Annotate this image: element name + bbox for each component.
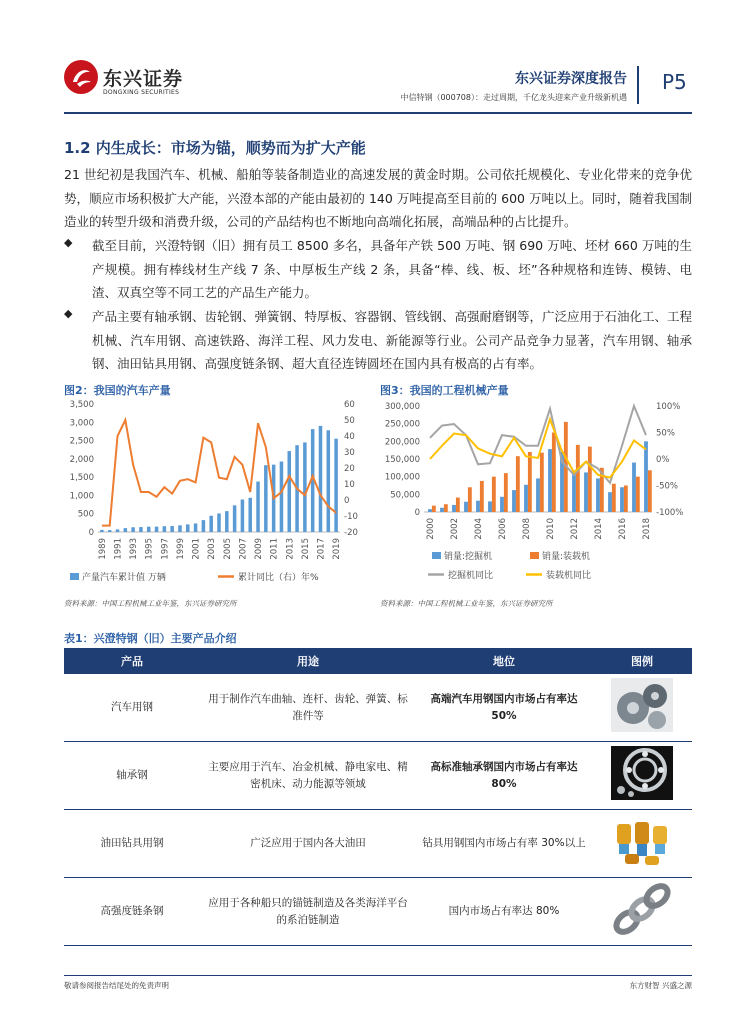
x-tick-label: 1991 bbox=[113, 538, 124, 560]
x-tick-label: 2015 bbox=[300, 538, 311, 560]
bar bbox=[303, 442, 307, 532]
bar bbox=[428, 509, 432, 512]
bullet-paragraph-1: 截至目前，兴澄特钢（旧）拥有员工 8500 多名，具备年产铁 500 万吨、钢 690 万吨、坯材 660 万吨的生产规模。拥有棒线材生产线 7 条、中厚板生产线 2 条，具备“棒、线、板、坯”各种规格和连铸、模铸、电渣、双真空等不同工艺的产品生产能力。 bbox=[92, 238, 692, 300]
bullet-mark: ◆ bbox=[64, 307, 73, 320]
right-tick-label: 0 bbox=[344, 496, 350, 506]
bar bbox=[444, 504, 448, 512]
bar bbox=[241, 500, 245, 532]
x-tick-label: 1989 bbox=[97, 538, 108, 560]
image-cell bbox=[592, 878, 692, 946]
left-tick-label: 250,000 bbox=[384, 419, 420, 430]
bar bbox=[504, 473, 508, 512]
right-tick-label: 60 bbox=[344, 400, 355, 410]
legend-swatch bbox=[70, 573, 79, 580]
right-tick-label: 30 bbox=[344, 448, 355, 458]
product-cell: 轴承钢 bbox=[64, 742, 200, 810]
figure-3-title: 图3：我国的工程机械产量 bbox=[380, 384, 509, 397]
right-tick-label: 10 bbox=[344, 480, 355, 490]
bar bbox=[516, 456, 520, 512]
bar bbox=[468, 487, 472, 512]
bar bbox=[108, 530, 112, 532]
bar bbox=[456, 498, 460, 512]
drill-bits-icon bbox=[611, 814, 673, 868]
x-tick-label: 2001 bbox=[191, 538, 202, 560]
bar bbox=[194, 523, 198, 532]
x-tick-label: 2008 bbox=[522, 518, 532, 540]
bar bbox=[178, 525, 182, 532]
bar bbox=[492, 477, 496, 512]
usage-cell: 应用于各种船只的锚链制造及各类海洋平台的系泊链制造 bbox=[200, 878, 416, 946]
status-cell: 国内市场占有率达 80% bbox=[416, 878, 592, 946]
bar bbox=[170, 526, 174, 532]
image-cell bbox=[592, 810, 692, 878]
report-subtitle: 中信特钢（000708）：走过周期，千亿龙头迎来产业升级新机遇 bbox=[400, 93, 627, 102]
left-tick-label: 1,500 bbox=[69, 473, 94, 484]
x-tick-label: 2006 bbox=[498, 518, 508, 540]
x-tick-label: 2014 bbox=[594, 518, 604, 540]
bar bbox=[596, 478, 600, 512]
status-cell: 高标准轴承钢国内市场占有率达 80% bbox=[416, 742, 592, 810]
section-title: 1.2 内生成长：市场为锚，顺势而为扩大产能 bbox=[64, 139, 366, 157]
bullet-mark: ◆ bbox=[64, 236, 73, 249]
bar bbox=[225, 511, 229, 532]
right-tick-label: 20 bbox=[344, 464, 355, 474]
bar bbox=[548, 449, 552, 512]
bar bbox=[319, 426, 323, 532]
legend-label: 产量汽车累计值 万辆 bbox=[82, 573, 166, 583]
right-tick-label: 50 bbox=[344, 416, 355, 426]
figure-3-source: 资料来源：中国工程机械工业年鉴，东兴证券研究所 bbox=[380, 599, 553, 608]
left-tick-label: 2,000 bbox=[69, 454, 94, 465]
figure-2-title: 图2：我国的汽车产量 bbox=[64, 384, 171, 397]
bar bbox=[334, 439, 338, 532]
usage-cell: 用于制作汽车曲轴、连杆、齿轮、弹簧、标准件等 bbox=[200, 674, 416, 742]
legend-label: 销量:装载机 bbox=[542, 552, 591, 562]
chain-icon bbox=[611, 882, 673, 936]
bar bbox=[528, 452, 532, 512]
footer-disclaimer: 敬请参阅报告结尾处的免责声明 bbox=[64, 981, 169, 990]
bar bbox=[248, 498, 252, 532]
bar bbox=[584, 472, 588, 512]
legend-swatch bbox=[530, 552, 539, 559]
bearing-icon bbox=[611, 746, 673, 800]
bar bbox=[512, 490, 516, 512]
bar bbox=[186, 524, 190, 532]
right-tick-label: -100% bbox=[656, 508, 684, 518]
left-tick-label: 500 bbox=[77, 509, 94, 520]
x-tick-label: 2000 bbox=[426, 518, 436, 540]
right-tick-label: -20 bbox=[344, 528, 358, 538]
intro-paragraph: 21 世纪初是我国汽车、机械、船舶等装备制造业的高速发展的黄金时期。公司依托规模化、专业化带来的竞争优势，顺应市场积极扩大产能，兴澄本部的产能由最初的 140 万吨提高至目前的 600 万吨以上。同时，随着我国制造业的转型升级和消费升级，公司的产品结构也不断地向高端化拓展，高端品种的占比提升。 bbox=[64, 167, 692, 229]
status-cell: 钻具用钢国内市场占有率 30%以上 bbox=[416, 810, 592, 878]
bar bbox=[124, 528, 128, 532]
status-cell: 高端汽车用钢国内市场占有率达 50% bbox=[416, 674, 592, 742]
right-tick-label: 50% bbox=[656, 428, 675, 439]
x-tick-label: 2010 bbox=[546, 518, 556, 540]
x-tick-label: 2002 bbox=[450, 518, 460, 540]
x-tick-label: 2011 bbox=[269, 538, 280, 560]
bar bbox=[632, 463, 636, 512]
left-tick-label: 300,000 bbox=[384, 402, 420, 412]
legend-label: 累计同比（右）年% bbox=[238, 573, 319, 583]
bar bbox=[524, 485, 528, 512]
right-tick-label: -50% bbox=[656, 481, 678, 492]
header-usage: 用途 bbox=[200, 648, 416, 674]
table-row bbox=[64, 742, 692, 810]
bar bbox=[264, 465, 268, 532]
legend-label: 销量:挖掘机 bbox=[444, 552, 493, 562]
image-cell bbox=[592, 742, 692, 810]
bar bbox=[163, 526, 167, 532]
bar bbox=[624, 486, 628, 513]
left-tick-label: 50,000 bbox=[390, 490, 420, 501]
usage-cell: 主要应用于汽车、冶金机械、静电家电、精密机床、动力能源等领域 bbox=[200, 742, 416, 810]
left-tick-label: 150,000 bbox=[384, 455, 420, 465]
bar bbox=[100, 530, 104, 532]
bar bbox=[209, 516, 213, 532]
bar bbox=[540, 453, 544, 512]
left-tick-label: 3,500 bbox=[69, 400, 94, 410]
bar bbox=[612, 484, 616, 512]
bar bbox=[488, 501, 492, 512]
x-tick-label: 2009 bbox=[254, 538, 265, 560]
x-tick-label: 2016 bbox=[618, 518, 628, 540]
product-cell: 油田钻具用钢 bbox=[64, 810, 200, 878]
right-tick-label: 0% bbox=[656, 455, 670, 465]
logo-text-en: DONGXING SECURITIES bbox=[103, 89, 180, 96]
header-divider bbox=[637, 66, 639, 104]
bar bbox=[648, 470, 652, 512]
left-tick-label: 1,000 bbox=[69, 491, 94, 502]
bullet-paragraph-2: 产品主要有轴承钢、齿轮钢、弹簧钢、特厚板、容器钢、管线钢、高强耐磨钢等，广泛应用于石油化工、工程机械、汽车用钢、高速铁路、海洋工程、风力发电、新能源等行业。公司产品竞争力显著，汽车用钢、轴承钢、油田钻具用钢、高强度链条钢、超大直径连铸圆坯在国内具有极高的占有率。 bbox=[92, 309, 693, 371]
product-cell: 高强度链条钢 bbox=[64, 878, 200, 946]
bar bbox=[327, 430, 331, 532]
bar bbox=[256, 482, 260, 532]
left-tick-label: 0 bbox=[414, 508, 420, 518]
bar bbox=[440, 508, 444, 512]
page-number: P5 bbox=[662, 70, 687, 94]
bar bbox=[139, 527, 143, 532]
x-tick-label: 1997 bbox=[160, 538, 171, 560]
x-tick-label: 2007 bbox=[238, 538, 249, 560]
x-tick-label: 1993 bbox=[129, 538, 140, 560]
x-tick-label: 2019 bbox=[332, 538, 343, 560]
bar bbox=[576, 445, 580, 512]
bar bbox=[552, 433, 556, 513]
bar bbox=[432, 506, 436, 512]
legend-label: 装载机同比 bbox=[546, 571, 592, 581]
product-table bbox=[64, 648, 692, 946]
footer-slogan: 东方财智 兴盛之源 bbox=[629, 981, 692, 990]
header-image: 图例 bbox=[592, 648, 692, 674]
left-tick-label: 200,000 bbox=[384, 437, 420, 448]
image-cell bbox=[592, 674, 692, 742]
bar bbox=[608, 492, 612, 512]
right-tick-label: 100% bbox=[656, 402, 681, 412]
legend-swatch bbox=[432, 552, 441, 559]
legend-label: 挖掘机同比 bbox=[448, 571, 494, 581]
bar bbox=[280, 462, 284, 532]
x-tick-label: 2012 bbox=[570, 518, 580, 540]
bar bbox=[147, 527, 151, 532]
figure-2-source: 资料来源：中国工程机械工业年鉴，东兴证券研究所 bbox=[64, 599, 237, 608]
x-tick-label: 2013 bbox=[285, 538, 296, 560]
table-row bbox=[64, 674, 692, 742]
bar bbox=[476, 501, 480, 512]
bar bbox=[155, 527, 159, 532]
bar bbox=[116, 529, 120, 532]
bar bbox=[217, 513, 221, 532]
x-tick-label: 2018 bbox=[642, 518, 652, 540]
bar bbox=[572, 470, 576, 512]
footer-rule bbox=[64, 975, 692, 976]
bar bbox=[644, 441, 648, 512]
left-tick-label: 100,000 bbox=[384, 472, 420, 483]
x-tick-label: 2017 bbox=[316, 538, 327, 560]
bar bbox=[288, 451, 292, 532]
bar bbox=[202, 520, 206, 532]
report-title: 东兴证券深度报告 bbox=[515, 71, 627, 87]
bar bbox=[620, 487, 624, 512]
product-cell: 汽车用钢 bbox=[64, 674, 200, 742]
header-rule bbox=[64, 112, 692, 114]
x-tick-label: 2004 bbox=[474, 518, 484, 540]
bar bbox=[480, 481, 484, 512]
x-tick-label: 1995 bbox=[144, 538, 155, 560]
bar bbox=[452, 505, 456, 512]
table-title: 表1：兴澄特钢（旧）主要产品介绍 bbox=[64, 632, 237, 645]
right-tick-label: 40 bbox=[344, 432, 355, 442]
x-tick-label: 2005 bbox=[222, 538, 233, 560]
left-tick-label: 2,500 bbox=[69, 436, 94, 447]
logo-text-cn: 东兴证券 bbox=[103, 68, 184, 90]
x-tick-label: 1999 bbox=[175, 538, 186, 560]
bar bbox=[500, 497, 504, 512]
gears-icon bbox=[611, 678, 673, 732]
right-tick-label: -10 bbox=[344, 512, 358, 522]
left-tick-label: 3,000 bbox=[69, 418, 94, 429]
bar bbox=[131, 527, 135, 532]
usage-cell: 广泛应用于国内各大油田 bbox=[200, 810, 416, 878]
table-header-row bbox=[64, 648, 692, 674]
bar bbox=[233, 505, 237, 532]
header-product: 产品 bbox=[64, 648, 200, 674]
header-status: 地位 bbox=[416, 648, 592, 674]
left-tick-label: 0 bbox=[88, 528, 94, 538]
bar bbox=[588, 447, 592, 512]
bar bbox=[464, 502, 468, 512]
x-tick-label: 2003 bbox=[207, 538, 218, 560]
table-row bbox=[64, 878, 692, 946]
auto-production-chart bbox=[64, 396, 364, 586]
bar bbox=[636, 477, 640, 512]
bar bbox=[536, 478, 540, 512]
series-line bbox=[102, 420, 336, 526]
company-logo bbox=[64, 60, 98, 94]
table-row bbox=[64, 810, 692, 878]
construction-machinery-chart bbox=[380, 396, 692, 586]
